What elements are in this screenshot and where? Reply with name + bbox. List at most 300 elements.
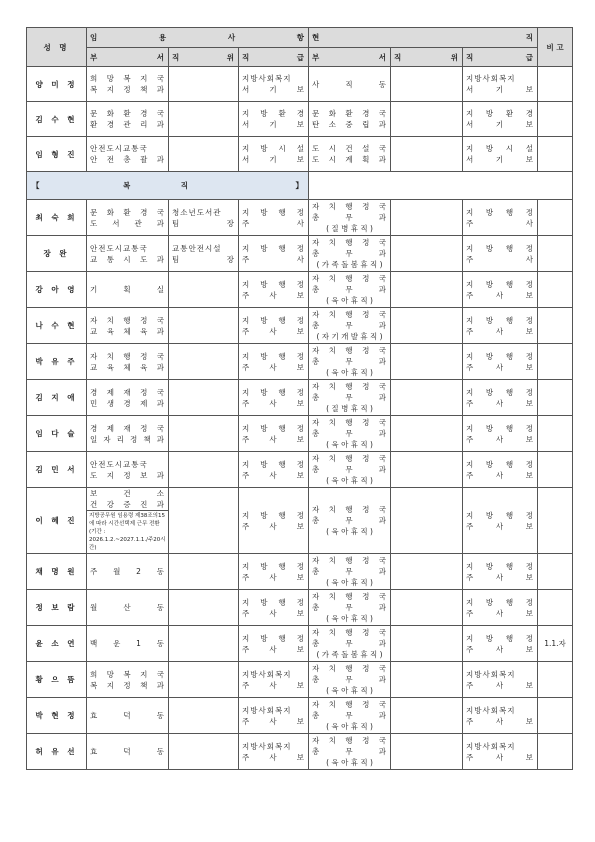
current-position <box>391 67 463 102</box>
remarks-cell <box>538 236 573 272</box>
new-dept-line: 문 화 환 경 국 <box>90 207 165 217</box>
current-grade <box>463 344 538 380</box>
leave-status: ( 육 아 휴 직 ) <box>326 722 373 731</box>
new-position <box>169 734 239 770</box>
current-dept-line: 총 무 과 <box>312 465 388 474</box>
new-grade-line: 주 사 보 <box>242 752 306 762</box>
person-name: 양 미 정 <box>27 67 87 102</box>
new-position <box>169 452 239 488</box>
new-dept <box>87 67 169 102</box>
new-dept-line: 문 화 환 경 국 <box>90 109 165 118</box>
new-position-line: 교통안전시설 <box>172 243 222 253</box>
new-dept-line: 백 운 1 동 <box>90 639 165 648</box>
reinstatement-rows <box>27 200 573 770</box>
current-grade <box>463 698 538 734</box>
table-row <box>27 308 573 344</box>
current-dept-line: 자 치 행 정 국 <box>312 346 388 355</box>
current-grade <box>463 380 538 416</box>
new-position <box>169 698 239 734</box>
current-dept-line: 탄 소 중 립 과 <box>312 120 388 129</box>
new-grade-line: 주 사 보 <box>242 470 306 480</box>
current-dept-line: 자 치 행 정 국 <box>312 454 388 463</box>
leave-status: ( 육 아 휴 직 ) <box>326 686 373 695</box>
current-grade <box>463 308 538 344</box>
new-grade <box>239 137 309 172</box>
new-grade <box>239 200 309 236</box>
current-dept-line: 총 무 과 <box>312 393 388 402</box>
new-position <box>169 590 239 626</box>
header-cur-dept: 부 서 <box>309 48 391 67</box>
current-dept <box>309 452 391 488</box>
person-name: 허 유 선 <box>27 734 87 770</box>
current-position <box>391 590 463 626</box>
current-grade <box>463 137 538 172</box>
remarks-cell <box>538 452 573 488</box>
current-dept-line: 도 시 계 획 과 <box>312 155 388 164</box>
current-grade-line: 주 사 보 <box>466 470 535 480</box>
remarks-cell <box>538 272 573 308</box>
current-grade <box>463 200 538 236</box>
person-name: 강 아 영 <box>27 272 87 308</box>
section-bracket-left: 【 <box>32 181 40 190</box>
current-dept-line: 총 무 과 <box>312 567 388 576</box>
current-position <box>391 308 463 344</box>
current-dept-line: 총 무 과 <box>312 429 388 438</box>
new-grade <box>239 698 309 734</box>
current-dept <box>309 416 391 452</box>
leave-status: ( 질 병 휴 직 ) <box>326 224 373 233</box>
remarks-cell <box>538 67 573 102</box>
new-grade-line: 주 사 보 <box>242 521 306 531</box>
leave-status: ( 육 아 휴 직 ) <box>326 614 373 623</box>
current-grade <box>463 102 538 137</box>
new-dept-line: 자 치 행 정 국 <box>90 351 165 361</box>
new-grade-line: 지방사회복지 <box>242 74 292 83</box>
new-grade <box>239 416 309 452</box>
current-dept <box>309 590 391 626</box>
current-grade-line: 주 사 보 <box>466 434 535 444</box>
leave-status: ( 가 족 돌 봄 휴 직 ) <box>316 260 383 269</box>
current-dept-line: 총 무 과 <box>312 675 388 684</box>
table-row <box>27 344 573 380</box>
new-dept-line: 자 치 행 정 국 <box>90 315 165 325</box>
current-dept <box>309 698 391 734</box>
new-position-line: 팀 장 <box>172 218 235 228</box>
new-grade <box>239 452 309 488</box>
new-grade-line: 지 방 행 정 <box>242 633 306 643</box>
person-name: 나 수 현 <box>27 308 87 344</box>
new-grade-line: 지방사회복지 <box>242 705 292 715</box>
current-dept-line: 자 치 행 정 국 <box>312 238 388 247</box>
current-grade-line: 주 사 보 <box>466 644 535 654</box>
leave-status: ( 가 족 돌 봄 휴 직 ) <box>316 650 383 659</box>
new-dept-line: 민 생 경 제 과 <box>90 398 165 408</box>
current-grade-line: 지 방 행 정 <box>466 597 535 607</box>
current-dept <box>309 488 391 554</box>
table-row <box>27 272 573 308</box>
new-dept <box>87 200 169 236</box>
current-dept <box>309 200 391 236</box>
current-grade-line: 지 방 행 정 <box>466 315 535 325</box>
new-grade-line: 지 방 행 정 <box>242 279 306 289</box>
table-row <box>27 734 573 770</box>
new-dept <box>87 308 169 344</box>
current-grade <box>463 452 538 488</box>
current-grade-line: 주 사 보 <box>466 716 535 726</box>
current-dept-line: 자 치 행 정 국 <box>312 382 388 391</box>
new-dept-line: 기 획 실 <box>90 285 165 294</box>
header-current: 현 직 <box>309 28 538 48</box>
remarks-cell <box>538 590 573 626</box>
current-dept-line: 자 치 행 정 국 <box>312 664 388 673</box>
current-position <box>391 488 463 554</box>
current-grade-line: 지 방 행 정 <box>466 351 535 361</box>
leave-status: ( 육 아 휴 직 ) <box>326 578 373 587</box>
current-dept-line: 총 무 과 <box>312 516 388 525</box>
current-grade-line: 지방사회복지 <box>466 705 516 715</box>
new-grade-line: 주 사 보 <box>242 434 306 444</box>
current-position <box>391 344 463 380</box>
current-grade <box>463 590 538 626</box>
new-dept-line: 주 월 2 동 <box>90 567 165 576</box>
current-grade-line: 지 방 행 정 <box>466 459 535 469</box>
current-grade-line: 주 사 보 <box>466 521 535 531</box>
remarks-cell <box>538 734 573 770</box>
new-dept <box>87 380 169 416</box>
new-grade-line: 서 기 보 <box>242 85 306 94</box>
leave-status: ( 육 아 휴 직 ) <box>326 476 373 485</box>
new-grade-line: 지 방 행 정 <box>242 423 306 433</box>
current-dept-line: 자 치 행 정 국 <box>312 736 388 745</box>
person-name: 장 완 <box>27 236 87 272</box>
transfer-rows <box>27 67 573 172</box>
current-grade-line: 주 사 보 <box>466 362 535 372</box>
leave-status: ( 육 아 휴 직 ) <box>326 758 373 767</box>
new-dept-line: 안 전 총 괄 과 <box>90 155 165 164</box>
new-grade-line: 서 기 보 <box>242 155 306 164</box>
new-grade-line: 지 방 행 정 <box>242 207 306 217</box>
new-dept <box>87 626 169 662</box>
new-position <box>169 102 239 137</box>
person-name: 임 다 슬 <box>27 416 87 452</box>
current-grade <box>463 626 538 662</box>
leave-status: ( 자 기 개 발 휴 직 ) <box>316 332 383 341</box>
person-name: 김 민 서 <box>27 452 87 488</box>
current-position <box>391 236 463 272</box>
current-dept-line: 총 무 과 <box>312 249 388 258</box>
current-grade-line: 지 방 행 정 <box>466 633 535 643</box>
new-dept-line: 경 제 재 정 국 <box>90 423 165 433</box>
new-dept <box>87 102 169 137</box>
person-name: 이 혜 진 <box>27 488 87 554</box>
table-row <box>27 137 573 172</box>
current-dept <box>309 137 391 172</box>
current-grade <box>463 662 538 698</box>
person-name: 김 지 애 <box>27 380 87 416</box>
current-dept-line: 문 화 환 경 국 <box>312 109 388 118</box>
current-grade-line: 주 사 보 <box>466 680 535 690</box>
new-grade-line: 지 방 시 설 <box>242 144 306 153</box>
new-grade-line: 주 사 보 <box>242 644 306 654</box>
current-position <box>391 416 463 452</box>
new-dept-line: 희 망 복 지 국 <box>90 669 165 679</box>
current-position <box>391 734 463 770</box>
new-grade-line: 지 방 행 정 <box>242 351 306 361</box>
new-dept-line: 보 건 소 <box>90 489 165 498</box>
current-dept-line: 총 무 과 <box>312 747 388 756</box>
person-name: 채 명 원 <box>27 554 87 590</box>
new-grade-line: 주 사 보 <box>242 362 306 372</box>
new-grade-line: 주 사 <box>242 254 306 264</box>
current-position <box>391 137 463 172</box>
current-dept-line: 자 치 행 정 국 <box>312 592 388 601</box>
new-dept-line: 경 제 재 정 국 <box>90 387 165 397</box>
current-dept <box>309 626 391 662</box>
current-grade-line: 지방사회복지 <box>466 669 516 679</box>
person-name: 정 보 람 <box>27 590 87 626</box>
current-grade-line: 지 방 행 정 <box>466 387 535 397</box>
remarks-cell <box>538 102 573 137</box>
new-dept <box>87 590 169 626</box>
new-dept-line: 환 경 관 리 과 <box>90 120 165 129</box>
new-position-line: 팀 장 <box>172 254 235 264</box>
new-dept-line: 효 덕 동 <box>90 711 165 720</box>
leave-status: ( 육 아 휴 직 ) <box>326 440 373 449</box>
current-dept <box>309 662 391 698</box>
new-grade <box>239 662 309 698</box>
new-dept-line: 교 육 체 육 과 <box>90 326 165 336</box>
current-dept-line: 자 치 행 정 국 <box>312 505 388 514</box>
current-grade <box>463 734 538 770</box>
appointment-table <box>26 27 573 770</box>
person-name: 윤 소 연 <box>27 626 87 662</box>
remarks-cell <box>538 416 573 452</box>
remarks-cell <box>538 380 573 416</box>
current-grade-line: 주 사 <box>466 254 535 264</box>
person-name: 박 유 주 <box>27 344 87 380</box>
person-name: 최 숙 희 <box>27 200 87 236</box>
header-name: 성 명 <box>27 28 87 67</box>
leave-status: ( 질 병 휴 직 ) <box>326 404 373 413</box>
new-position <box>169 554 239 590</box>
current-grade-line: 주 사 보 <box>466 752 535 762</box>
remarks-cell <box>538 698 573 734</box>
current-dept <box>309 236 391 272</box>
new-position <box>169 137 239 172</box>
new-dept-line: 도 서 관 과 <box>90 218 165 228</box>
table-row <box>27 662 573 698</box>
new-grade-line: 지 방 행 정 <box>242 315 306 325</box>
current-grade-line: 서 기 보 <box>466 155 535 164</box>
new-position <box>169 662 239 698</box>
new-grade <box>239 102 309 137</box>
current-dept <box>309 102 391 137</box>
table-row <box>27 102 573 137</box>
current-dept-line: 자 치 행 정 국 <box>312 418 388 427</box>
current-dept-line: 총 무 과 <box>312 321 388 330</box>
new-grade-line: 주 사 보 <box>242 572 306 582</box>
current-grade-line: 지 방 환 경 <box>466 109 535 118</box>
person-name: 임 형 진 <box>27 137 87 172</box>
new-dept <box>87 452 169 488</box>
new-grade-line: 서 기 보 <box>242 120 306 129</box>
new-grade-line: 주 사 보 <box>242 326 306 336</box>
current-grade-line: 지 방 행 정 <box>466 423 535 433</box>
new-grade-line: 지 방 환 경 <box>242 109 306 118</box>
new-grade-line: 주 사 보 <box>242 290 306 300</box>
current-dept-line: 자 치 행 정 국 <box>312 556 388 565</box>
new-dept-line: 안전도시교통국 <box>90 243 148 253</box>
new-grade <box>239 734 309 770</box>
current-grade <box>463 67 538 102</box>
new-grade-line: 지 방 행 정 <box>242 459 306 469</box>
new-grade <box>239 626 309 662</box>
new-grade <box>239 236 309 272</box>
current-dept-line: 총 무 과 <box>312 213 388 222</box>
current-position <box>391 698 463 734</box>
table-row <box>27 698 573 734</box>
new-dept <box>87 344 169 380</box>
new-dept-line: 안전도시교통국 <box>90 459 148 469</box>
new-grade-line: 지방사회복지 <box>242 669 292 679</box>
current-dept-line: 자 치 행 정 국 <box>312 310 388 319</box>
table-row <box>27 67 573 102</box>
new-grade-line: 지 방 행 정 <box>242 243 306 253</box>
new-grade-line: 지 방 행 정 <box>242 387 306 397</box>
new-dept-line: 도 지 정 보 과 <box>90 470 165 480</box>
new-grade-line: 주 사 보 <box>242 608 306 618</box>
current-grade <box>463 272 538 308</box>
remarks-cell <box>538 662 573 698</box>
new-dept-line: 일 자 리 정 책 과 <box>90 434 165 444</box>
new-grade <box>239 272 309 308</box>
table-row <box>27 626 573 662</box>
new-dept-line: 희 망 복 지 국 <box>90 74 165 83</box>
new-dept-line: 건 강 증 진 과 <box>90 500 165 509</box>
current-dept-line: 자 치 행 정 국 <box>312 274 388 283</box>
new-dept <box>87 236 169 272</box>
new-dept <box>87 698 169 734</box>
remarks-cell <box>538 137 573 172</box>
new-grade-line: 지 방 행 정 <box>242 597 306 607</box>
header-remarks: 비 고 <box>538 28 573 67</box>
header-new-dept: 부 서 <box>87 48 169 67</box>
current-grade-line: 지방사회복지 <box>466 741 516 751</box>
new-dept <box>87 734 169 770</box>
current-position <box>391 200 463 236</box>
header-new-grade: 직 급 <box>239 48 309 67</box>
new-grade-line: 주 사 보 <box>242 398 306 408</box>
remarks-cell <box>538 488 573 554</box>
section-empty <box>309 172 573 200</box>
table-row <box>27 200 573 236</box>
current-dept <box>309 734 391 770</box>
current-grade-line: 서 기 보 <box>466 120 535 129</box>
current-dept-line: 총 무 과 <box>312 639 388 648</box>
new-dept <box>87 554 169 590</box>
new-dept <box>87 662 169 698</box>
current-dept-line: 자 치 행 정 국 <box>312 628 388 637</box>
person-name: 김 수 현 <box>27 102 87 137</box>
section-title: 복 직 <box>122 181 213 190</box>
new-grade-line: 지 방 행 정 <box>242 510 306 520</box>
header-appointment: 임 용 사 항 <box>87 28 309 48</box>
current-dept <box>309 554 391 590</box>
new-grade-line: 주 사 보 <box>242 716 306 726</box>
current-grade-line: 지 방 행 정 <box>466 279 535 289</box>
new-grade-line: 주 사 보 <box>242 680 306 690</box>
table-row <box>27 488 573 554</box>
current-grade-line: 지 방 행 정 <box>466 207 535 217</box>
current-grade <box>463 488 538 554</box>
new-dept-line: 효 덕 동 <box>90 747 165 756</box>
table-row <box>27 452 573 488</box>
current-dept-line: 사 직 동 <box>312 79 388 89</box>
new-dept-line: 교 육 체 육 과 <box>90 362 165 372</box>
new-dept-line: 월 산 동 <box>90 603 165 612</box>
new-position <box>169 272 239 308</box>
new-position <box>169 626 239 662</box>
new-grade-line: 지방사회복지 <box>242 741 292 751</box>
new-dept <box>87 272 169 308</box>
table-row <box>27 554 573 590</box>
current-position <box>391 380 463 416</box>
remarks-cell <box>538 344 573 380</box>
table-row <box>27 380 573 416</box>
leave-status: ( 육 아 휴 직 ) <box>326 527 373 536</box>
header-cur-position: 직 위 <box>391 48 463 67</box>
current-dept <box>309 344 391 380</box>
new-position <box>169 67 239 102</box>
new-dept <box>87 488 169 554</box>
current-dept-line: 총 무 과 <box>312 357 388 366</box>
new-dept-line: 교 통 시 도 과 <box>90 254 165 264</box>
remarks-cell <box>538 200 573 236</box>
leave-status: ( 육 아 휴 직 ) <box>326 296 373 305</box>
current-grade-line: 지 방 시 설 <box>466 144 535 153</box>
current-dept-line: 총 무 과 <box>312 603 388 612</box>
leave-status: ( 육 아 휴 직 ) <box>326 368 373 377</box>
current-grade-line: 지 방 행 정 <box>466 243 535 253</box>
current-dept <box>309 67 391 102</box>
new-dept <box>87 137 169 172</box>
new-grade <box>239 488 309 554</box>
new-position <box>169 344 239 380</box>
current-grade <box>463 416 538 452</box>
current-dept <box>309 380 391 416</box>
remarks-cell: 1.1.자 <box>538 626 573 662</box>
current-grade-line: 서 기 보 <box>466 85 535 94</box>
current-grade-line: 주 사 <box>466 218 535 228</box>
new-grade <box>239 554 309 590</box>
new-dept-line: 안전도시교통국 <box>90 144 148 153</box>
new-position <box>169 416 239 452</box>
current-grade-line: 지 방 행 정 <box>466 561 535 571</box>
current-grade-line: 주 사 보 <box>466 326 535 336</box>
current-position <box>391 662 463 698</box>
new-grade <box>239 344 309 380</box>
new-dept-note: 지방공무원 임용령 제38조의15에 따라 시간선택제 근무 전환 (기간 : 2026.1.2.~2027.1.1./주20시간) <box>87 510 168 553</box>
header-cur-grade: 직 급 <box>463 48 538 67</box>
current-dept <box>309 272 391 308</box>
table-row <box>27 416 573 452</box>
new-position <box>169 380 239 416</box>
remarks-cell <box>538 554 573 590</box>
section-reinstatement <box>27 172 309 200</box>
person-name: 황 으 뜸 <box>27 662 87 698</box>
current-dept <box>309 308 391 344</box>
current-position <box>391 554 463 590</box>
